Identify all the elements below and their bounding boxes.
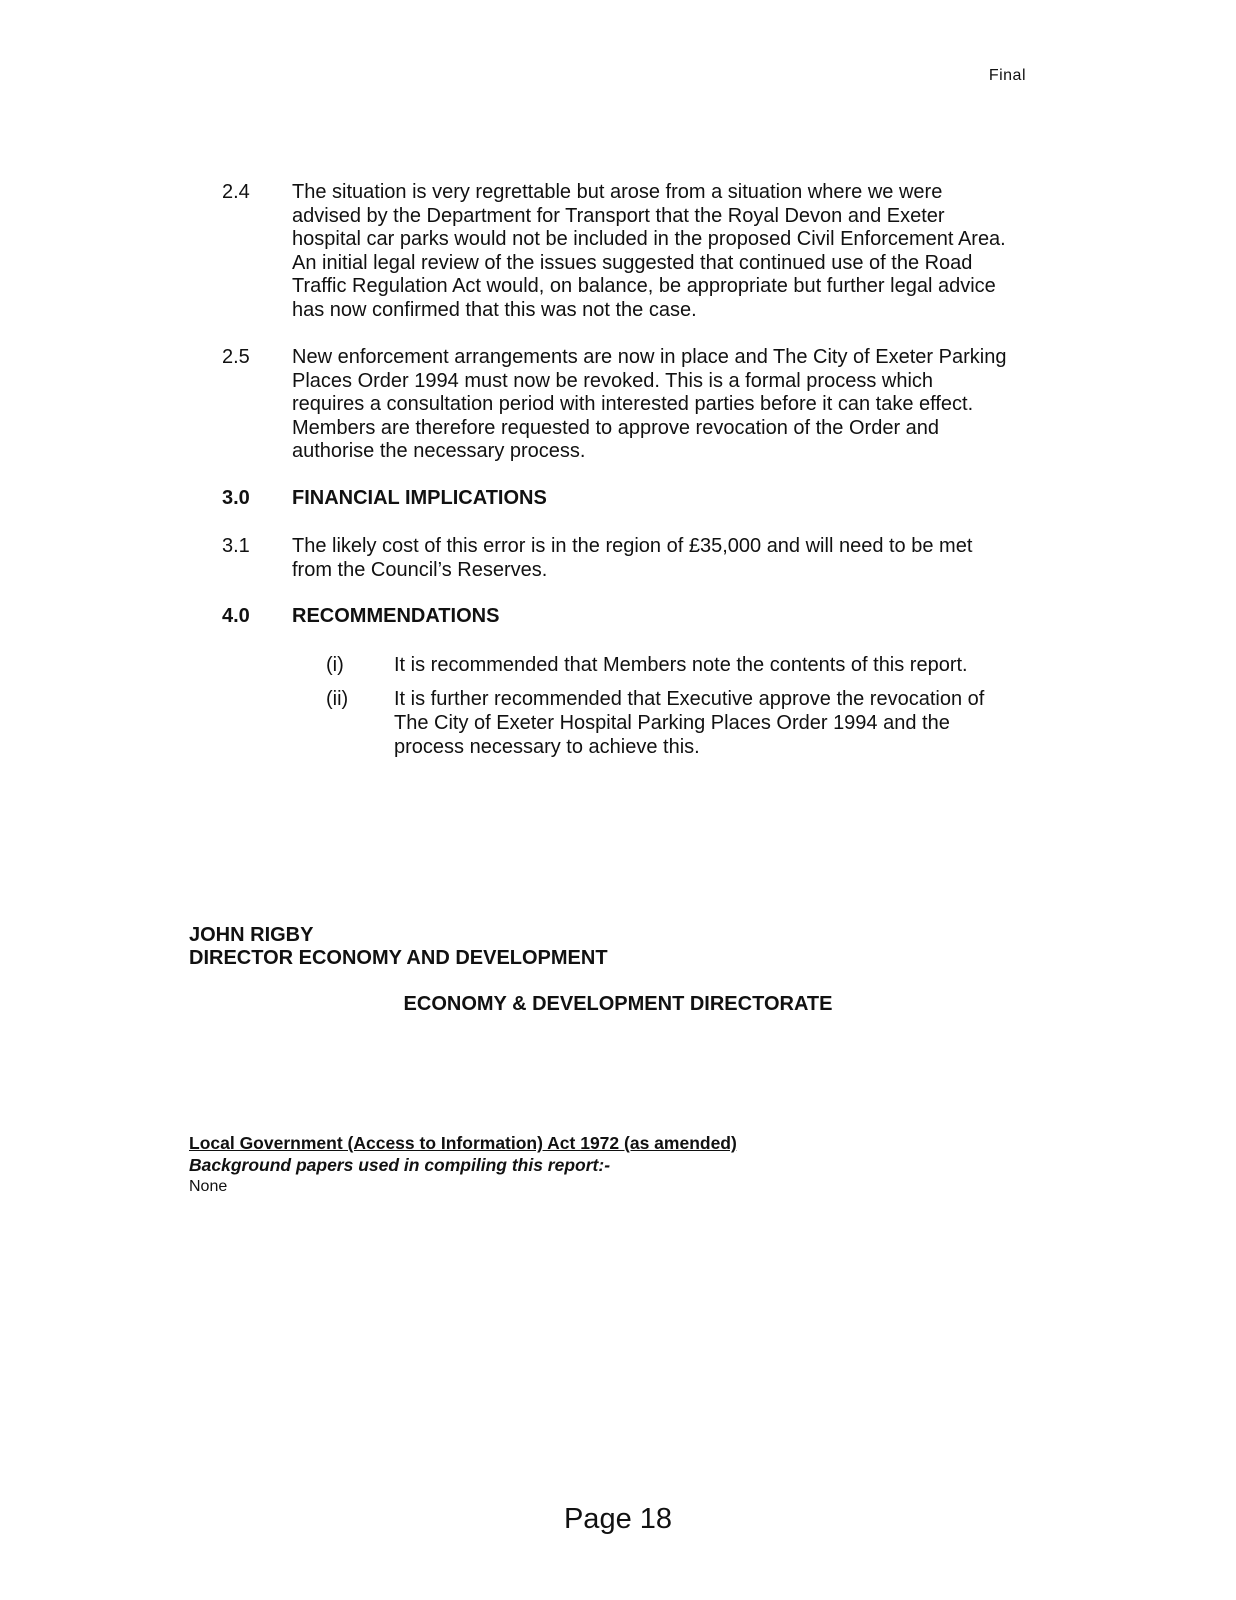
recommendation-text xyxy=(394,687,1024,759)
text-line: requires a consultation period with interested parties before it can take effect. xyxy=(292,393,974,415)
document-status-label: Final xyxy=(988,67,1026,84)
paragraph-number: 2.5 xyxy=(222,346,250,368)
paragraph-number: 3.1 xyxy=(222,535,250,557)
text-line: An initial legal review of the issues suggested that continued use of the Road xyxy=(292,251,973,274)
section-title: FINANCIAL IMPLICATIONS xyxy=(292,487,547,509)
text-line: It is recommended that Members note the contents of this report. xyxy=(394,654,968,676)
text-line: authorise the necessary process. xyxy=(292,440,586,462)
recommendation-number: (ii) xyxy=(326,688,349,710)
text-line: process necessary to achieve this. xyxy=(394,736,700,758)
text-line: Traffic Regulation Act would, on balance, be appropriate but further legal advice xyxy=(292,275,996,297)
paragraph-text xyxy=(292,181,1042,322)
paragraph-text xyxy=(292,535,1042,582)
page-number: Page 18 xyxy=(563,1503,673,1535)
text-line: It is further recommended that Executive approve the revocation of xyxy=(394,688,985,710)
section-number: 3.0 xyxy=(222,487,250,509)
text-line: New enforcement arrangements are now in place and The City of Exeter Parking xyxy=(292,346,1007,368)
section-number: 4.0 xyxy=(222,605,250,627)
signatory-name: JOHN RIGBY xyxy=(189,924,314,946)
text-line: has now confirmed that this was not the case. xyxy=(292,298,697,321)
text-line: The situation is very regrettable but arose from a situation where we were xyxy=(292,181,943,203)
text-line: from the Council’s Reserves. xyxy=(292,558,548,581)
background-papers-value: None xyxy=(189,1178,228,1195)
text-line: The City of Exeter Hospital Parking Places Order 1994 and the xyxy=(394,712,950,734)
section-title: RECOMMENDATIONS xyxy=(292,605,500,627)
text-line: The likely cost of this error is in the region of £35,000 and will need to be met xyxy=(292,535,973,557)
paragraph-text xyxy=(292,346,1042,464)
background-papers-label: Background papers used in compiling this report:- xyxy=(189,1155,611,1175)
text-line: hospital car parks would not be included in the proposed Civil Enforcement Area. xyxy=(292,228,1006,250)
directorate-heading: ECONOMY & DEVELOPMENT DIRECTORATE xyxy=(403,993,833,1015)
text-line: advised by the Department for Transport that the Royal Devon and Exeter xyxy=(292,204,945,227)
text-line: Places Order 1994 must now be revoked. This is a formal process which xyxy=(292,369,934,392)
signatory-title: DIRECTOR ECONOMY AND DEVELOPMENT xyxy=(189,947,608,969)
legislation-reference: Local Government (Access to Information) Act 1972 (as amended) xyxy=(189,1133,737,1153)
paragraph-number: 2.4 xyxy=(222,181,250,203)
recommendation-text xyxy=(394,653,1024,677)
recommendation-number: (i) xyxy=(326,654,344,676)
text-line: Members are therefore requested to approve revocation of the Order and xyxy=(292,416,940,439)
